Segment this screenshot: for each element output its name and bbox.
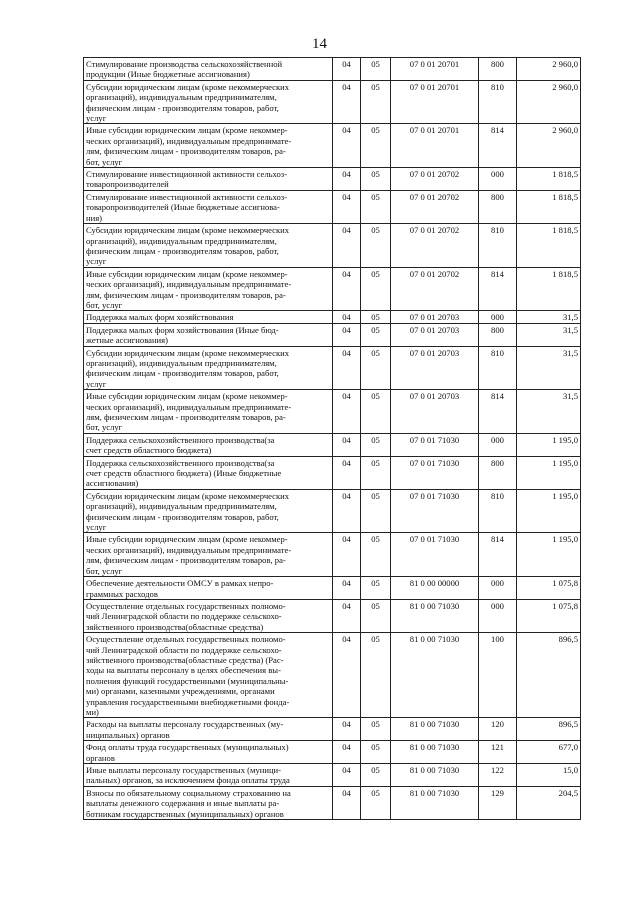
target-article-cell: 07 0 01 20703 xyxy=(391,390,479,434)
section-code-cell: 04 xyxy=(333,489,361,533)
subsection-code-cell: 05 xyxy=(361,741,391,764)
table-row xyxy=(84,489,581,533)
target-article-cell: 07 0 01 20702 xyxy=(391,168,479,191)
target-article-cell: 81 0 00 71030 xyxy=(391,718,479,741)
target-article-cell: 81 0 00 71030 xyxy=(391,786,479,819)
section-code-cell: 04 xyxy=(333,190,361,223)
target-article-cell: 07 0 01 71030 xyxy=(391,533,479,577)
expense-type-cell: 810 xyxy=(479,80,517,124)
expense-name-cell: Стимулирование инвестиционной активности сельхоз- товаропроизводителей (Иные бюджетные ассигнова- ния) xyxy=(84,190,333,223)
table-row xyxy=(84,323,581,346)
expense-type-cell: 121 xyxy=(479,741,517,764)
expense-name-cell: Поддержка малых форм хозяйствования xyxy=(84,311,333,323)
section-code-cell: 04 xyxy=(333,741,361,764)
expense-name-cell: Поддержка сельскохозяйственного производства(за счет средств областного бюджета) xyxy=(84,433,333,456)
target-article-cell: 07 0 01 20702 xyxy=(391,267,479,311)
target-article-cell: 07 0 01 20703 xyxy=(391,311,479,323)
expense-type-cell: 800 xyxy=(479,323,517,346)
target-article-cell: 07 0 01 20702 xyxy=(391,224,479,268)
expense-name-cell: Взносы по обязательному социальному страхованию на выплаты денежного содержания и иные выплаты ра- ботникам государственных (муниципальных) органов xyxy=(84,786,333,819)
expense-name-cell: Иные субсидии юридическим лицам (кроме некоммер- ческих организаций), индивидуальным предпринимате- лям, физическим лицам - производителям товаров, ра- бот, услуг xyxy=(84,533,333,577)
amount-cell: 2 960,0 xyxy=(517,58,581,81)
expense-name-cell: Субсидии юридическим лицам (кроме некоммерческих организаций), индивидуальным предпринимателям, физическим лицам - производителям товаров, работ, услуг xyxy=(84,224,333,268)
expense-name-cell: Осуществление отдельных государственных полномо- чий Ленинградской области по поддержке сельскохо- зяйственного производства(областные средства) xyxy=(84,599,333,632)
expense-name-cell: Субсидии юридическим лицам (кроме некоммерческих организаций), индивидуальным предпринимателям, физическим лицам - производителям товаров, работ, услуг xyxy=(84,80,333,124)
subsection-code-cell: 05 xyxy=(361,533,391,577)
section-code-cell: 04 xyxy=(333,224,361,268)
amount-cell: 204,5 xyxy=(517,786,581,819)
table-row xyxy=(84,764,581,787)
target-article-cell: 81 0 00 71030 xyxy=(391,599,479,632)
table-row xyxy=(84,58,581,81)
subsection-code-cell: 05 xyxy=(361,80,391,124)
section-code-cell: 04 xyxy=(333,311,361,323)
subsection-code-cell: 05 xyxy=(361,58,391,81)
subsection-code-cell: 05 xyxy=(361,190,391,223)
expense-type-cell: 800 xyxy=(479,58,517,81)
target-article-cell: 07 0 01 20703 xyxy=(391,346,479,390)
table-row xyxy=(84,577,581,600)
expense-type-cell: 800 xyxy=(479,190,517,223)
table-row xyxy=(84,599,581,632)
target-article-cell: 81 0 00 71030 xyxy=(391,633,479,718)
amount-cell: 1 075,8 xyxy=(517,577,581,600)
expense-type-cell: 100 xyxy=(479,633,517,718)
subsection-code-cell: 05 xyxy=(361,267,391,311)
expense-type-cell: 000 xyxy=(479,168,517,191)
subsection-code-cell: 05 xyxy=(361,433,391,456)
budget-table xyxy=(83,57,581,820)
subsection-code-cell: 05 xyxy=(361,224,391,268)
table-row xyxy=(84,267,581,311)
expense-type-cell: 000 xyxy=(479,599,517,632)
table-row xyxy=(84,224,581,268)
subsection-code-cell: 05 xyxy=(361,489,391,533)
table-row xyxy=(84,311,581,323)
table-row xyxy=(84,786,581,819)
target-article-cell: 07 0 01 71030 xyxy=(391,456,479,489)
subsection-code-cell: 05 xyxy=(361,168,391,191)
amount-cell: 31,5 xyxy=(517,390,581,434)
section-code-cell: 04 xyxy=(333,390,361,434)
subsection-code-cell: 05 xyxy=(361,346,391,390)
section-code-cell: 04 xyxy=(333,433,361,456)
target-article-cell: 07 0 01 20701 xyxy=(391,124,479,168)
table-row xyxy=(84,533,581,577)
amount-cell: 896,5 xyxy=(517,633,581,718)
expense-name-cell: Иные субсидии юридическим лицам (кроме некоммер- ческих организаций), индивидуальным предпринимате- лям, физическим лицам - производителям товаров, ра- бот, услуг xyxy=(84,124,333,168)
section-code-cell: 04 xyxy=(333,80,361,124)
expense-name-cell: Осуществление отдельных государственных полномо- чий Ленинградской области по поддержке сельскохо- зяйственного производства(областные средства) (Рас- ходы на выплаты персоналу в целях обеспечения вы- полнения функций государственными (муниципальны- ми) органами, казенными учреждениями, органами управления государственными внебюджетными фонда- ми) xyxy=(84,633,333,718)
subsection-code-cell: 05 xyxy=(361,456,391,489)
page-number: 14 xyxy=(312,36,327,52)
subsection-code-cell: 05 xyxy=(361,718,391,741)
expense-name-cell: Поддержка сельскохозяйственного производства(за счет средств областного бюджета) (Иные бюджетные ассигнования) xyxy=(84,456,333,489)
target-article-cell: 81 0 00 00000 xyxy=(391,577,479,600)
subsection-code-cell: 05 xyxy=(361,786,391,819)
table-row xyxy=(84,456,581,489)
section-code-cell: 04 xyxy=(333,577,361,600)
subsection-code-cell: 05 xyxy=(361,124,391,168)
expense-type-cell: 129 xyxy=(479,786,517,819)
expense-name-cell: Иные выплаты персоналу государственных (муници- пальных) органов, за исключением фонда оплаты труда xyxy=(84,764,333,787)
table-row xyxy=(84,124,581,168)
amount-cell: 1 195,0 xyxy=(517,456,581,489)
table-row xyxy=(84,390,581,434)
table-row xyxy=(84,741,581,764)
table-row xyxy=(84,633,581,718)
section-code-cell: 04 xyxy=(333,764,361,787)
amount-cell: 2 960,0 xyxy=(517,80,581,124)
expense-type-cell: 814 xyxy=(479,533,517,577)
expense-type-cell: 814 xyxy=(479,267,517,311)
target-article-cell: 07 0 01 20703 xyxy=(391,323,479,346)
expense-type-cell: 800 xyxy=(479,456,517,489)
expense-type-cell: 814 xyxy=(479,124,517,168)
amount-cell: 896,5 xyxy=(517,718,581,741)
expense-type-cell: 000 xyxy=(479,577,517,600)
table-row xyxy=(84,433,581,456)
section-code-cell: 04 xyxy=(333,718,361,741)
expense-name-cell: Поддержка малых форм хозяйствования (Иные бюд- жетные ассигнования) xyxy=(84,323,333,346)
section-code-cell: 04 xyxy=(333,533,361,577)
section-code-cell: 04 xyxy=(333,124,361,168)
amount-cell: 1 818,5 xyxy=(517,190,581,223)
budget-table-body xyxy=(84,58,581,820)
section-code-cell: 04 xyxy=(333,456,361,489)
amount-cell: 1 818,5 xyxy=(517,267,581,311)
section-code-cell: 04 xyxy=(333,786,361,819)
section-code-cell: 04 xyxy=(333,633,361,718)
target-article-cell: 07 0 01 20701 xyxy=(391,58,479,81)
subsection-code-cell: 05 xyxy=(361,323,391,346)
expense-name-cell: Субсидии юридическим лицам (кроме некоммерческих организаций), индивидуальным предпринимателям, физическим лицам - производителям товаров, работ, услуг xyxy=(84,489,333,533)
expense-name-cell: Субсидии юридическим лицам (кроме некоммерческих организаций), индивидуальным предпринимателям, физическим лицам - производителям товаров, работ, услуг xyxy=(84,346,333,390)
expense-type-cell: 000 xyxy=(479,311,517,323)
amount-cell: 31,5 xyxy=(517,311,581,323)
target-article-cell: 07 0 01 20702 xyxy=(391,190,479,223)
amount-cell: 31,5 xyxy=(517,346,581,390)
subsection-code-cell: 05 xyxy=(361,764,391,787)
expense-type-cell: 810 xyxy=(479,224,517,268)
expense-name-cell: Стимулирование инвестиционной активности сельхоз- товаропроизводителей xyxy=(84,168,333,191)
target-article-cell: 07 0 01 20701 xyxy=(391,80,479,124)
expense-type-cell: 814 xyxy=(479,390,517,434)
target-article-cell: 81 0 00 71030 xyxy=(391,741,479,764)
section-code-cell: 04 xyxy=(333,323,361,346)
table-row xyxy=(84,190,581,223)
amount-cell: 677,0 xyxy=(517,741,581,764)
expense-name-cell: Иные субсидии юридическим лицам (кроме некоммер- ческих организаций), индивидуальным предпринимате- лям, физическим лицам - производителям товаров, ра- бот, услуг xyxy=(84,390,333,434)
subsection-code-cell: 05 xyxy=(361,577,391,600)
amount-cell: 1 818,5 xyxy=(517,224,581,268)
target-article-cell: 07 0 01 71030 xyxy=(391,433,479,456)
expense-name-cell: Фонд оплаты труда государственных (муниципальных) органов xyxy=(84,741,333,764)
amount-cell: 1 195,0 xyxy=(517,489,581,533)
expense-type-cell: 122 xyxy=(479,764,517,787)
table-row xyxy=(84,346,581,390)
subsection-code-cell: 05 xyxy=(361,311,391,323)
expense-type-cell: 810 xyxy=(479,489,517,533)
table-row xyxy=(84,80,581,124)
subsection-code-cell: 05 xyxy=(361,633,391,718)
section-code-cell: 04 xyxy=(333,58,361,81)
expense-type-cell: 000 xyxy=(479,433,517,456)
section-code-cell: 04 xyxy=(333,599,361,632)
expense-name-cell: Стимулирование производства сельскохозяйственной продукции (Иные бюджетные ассигнования) xyxy=(84,58,333,81)
expense-name-cell: Иные субсидии юридическим лицам (кроме некоммер- ческих организаций), индивидуальным предпринимате- лям, физическим лицам - производителям товаров, ра- бот, услуг xyxy=(84,267,333,311)
table-row xyxy=(84,168,581,191)
expense-type-cell: 810 xyxy=(479,346,517,390)
amount-cell: 31,5 xyxy=(517,323,581,346)
section-code-cell: 04 xyxy=(333,267,361,311)
section-code-cell: 04 xyxy=(333,168,361,191)
expense-name-cell: Расходы на выплаты персоналу государственных (му- ниципальных) органов xyxy=(84,718,333,741)
amount-cell: 1 075,8 xyxy=(517,599,581,632)
amount-cell: 2 960,0 xyxy=(517,124,581,168)
subsection-code-cell: 05 xyxy=(361,599,391,632)
amount-cell: 15,0 xyxy=(517,764,581,787)
target-article-cell: 81 0 00 71030 xyxy=(391,764,479,787)
subsection-code-cell: 05 xyxy=(361,390,391,434)
amount-cell: 1 818,5 xyxy=(517,168,581,191)
expense-type-cell: 120 xyxy=(479,718,517,741)
section-code-cell: 04 xyxy=(333,346,361,390)
amount-cell: 1 195,0 xyxy=(517,433,581,456)
amount-cell: 1 195,0 xyxy=(517,533,581,577)
table-row xyxy=(84,718,581,741)
expense-name-cell: Обеспечение деятельности ОМСУ в рамках непро- граммных расходов xyxy=(84,577,333,600)
target-article-cell: 07 0 01 71030 xyxy=(391,489,479,533)
